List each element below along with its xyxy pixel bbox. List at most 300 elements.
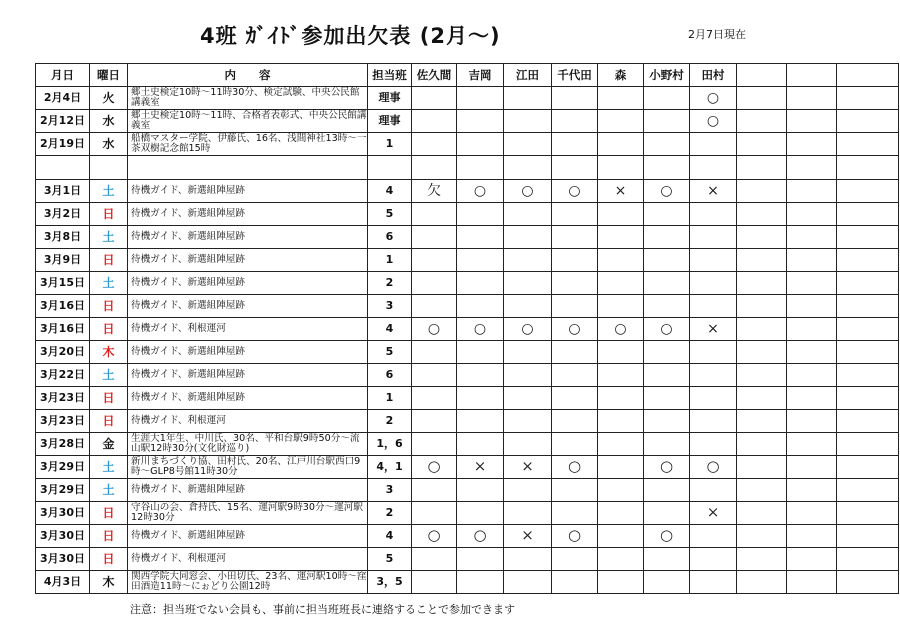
attendance-mark [837, 180, 899, 203]
attendance-mark [457, 433, 504, 456]
attendance-mark [737, 133, 787, 156]
table-row [36, 180, 899, 203]
content-cell: 待機ガイド、新選組陣屋跡 [128, 249, 368, 272]
attendance-mark [457, 571, 504, 594]
attendance-mark [504, 133, 552, 156]
attendance-mark [837, 226, 899, 249]
content-cell: 待機ガイド、新選組陣屋跡 [128, 525, 368, 548]
table-row [36, 249, 899, 272]
column-header: 曜日 [90, 64, 128, 87]
attendance-mark [644, 226, 690, 249]
attendance-mark [598, 341, 644, 364]
attendance-mark [552, 156, 598, 180]
group-cell: 4 [368, 318, 412, 341]
content-cell: 待機ガイド、新選組陣屋跡 [128, 479, 368, 502]
attendance-mark [690, 272, 737, 295]
attendance-mark [504, 571, 552, 594]
weekday-cell: 日 [90, 525, 128, 548]
attendance-mark [787, 203, 837, 226]
table-row [36, 410, 899, 433]
column-header: 田村 [690, 64, 737, 87]
attendance-mark [457, 133, 504, 156]
attendance-mark [504, 110, 552, 133]
attendance-mark [837, 502, 899, 525]
attendance-mark [737, 548, 787, 571]
attendance-mark: × [504, 525, 552, 548]
attendance-mark: ○ [690, 456, 737, 479]
attendance-mark [737, 295, 787, 318]
attendance-mark [412, 295, 457, 318]
attendance-mark [598, 133, 644, 156]
attendance-mark [504, 341, 552, 364]
attendance-mark [837, 364, 899, 387]
attendance-mark: ○ [412, 318, 457, 341]
attendance-mark [737, 387, 787, 410]
weekday-cell: 金 [90, 433, 128, 456]
attendance-mark [737, 364, 787, 387]
attendance-mark [412, 387, 457, 410]
group-cell: 理事 [368, 110, 412, 133]
attendance-mark [787, 525, 837, 548]
attendance-mark: × [504, 456, 552, 479]
attendance-mark [690, 203, 737, 226]
date-cell: 4月3日 [36, 571, 90, 594]
attendance-mark [598, 525, 644, 548]
attendance-mark [787, 156, 837, 180]
attendance-mark [787, 571, 837, 594]
group-cell: 5 [368, 203, 412, 226]
content-cell [128, 156, 368, 180]
attendance-mark: × [690, 318, 737, 341]
date-cell: 3月22日 [36, 364, 90, 387]
date-cell: 3月8日 [36, 226, 90, 249]
group-cell: 3 [368, 295, 412, 318]
content-cell: 待機ガイド、新選組陣屋跡 [128, 226, 368, 249]
attendance-mark [690, 571, 737, 594]
date-cell: 3月9日 [36, 249, 90, 272]
attendance-mark [690, 548, 737, 571]
attendance-mark [837, 456, 899, 479]
attendance-mark [457, 295, 504, 318]
attendance-mark [690, 226, 737, 249]
attendance-mark [552, 364, 598, 387]
attendance-mark: ○ [598, 318, 644, 341]
attendance-mark [787, 133, 837, 156]
attendance-mark [837, 548, 899, 571]
attendance-mark [690, 133, 737, 156]
content-cell: 待機ガイド、新選組陣屋跡 [128, 180, 368, 203]
attendance-mark [504, 364, 552, 387]
attendance-mark [690, 249, 737, 272]
table-row [36, 226, 899, 249]
attendance-mark [787, 249, 837, 272]
table-row [36, 548, 899, 571]
attendance-mark [837, 249, 899, 272]
attendance-mark: ○ [644, 180, 690, 203]
column-header: 森 [598, 64, 644, 87]
attendance-mark: ○ [457, 180, 504, 203]
weekday-cell: 水 [90, 110, 128, 133]
table-row [36, 433, 899, 456]
attendance-mark [644, 410, 690, 433]
as-of-date: 2月7日現在 [688, 28, 746, 41]
attendance-mark [787, 479, 837, 502]
attendance-mark [412, 548, 457, 571]
date-cell: 2月12日 [36, 110, 90, 133]
group-cell: 6 [368, 364, 412, 387]
date-cell: 3月30日 [36, 502, 90, 525]
attendance-mark [412, 272, 457, 295]
column-header: 内 容 [128, 64, 368, 87]
attendance-mark [598, 571, 644, 594]
group-cell: 5 [368, 548, 412, 571]
attendance-mark [552, 410, 598, 433]
group-cell: 3，5 [368, 571, 412, 594]
attendance-mark [457, 387, 504, 410]
attendance-mark [598, 479, 644, 502]
attendance-mark [504, 295, 552, 318]
attendance-mark [837, 525, 899, 548]
attendance-mark [690, 341, 737, 364]
group-cell: 5 [368, 341, 412, 364]
weekday-cell: 日 [90, 410, 128, 433]
group-cell: 3 [368, 479, 412, 502]
attendance-mark [787, 110, 837, 133]
attendance-mark [837, 571, 899, 594]
date-cell: 3月30日 [36, 548, 90, 571]
content-cell: 守谷山の会、倉持氏、15名、運河駅9時30分～運河駅12時30分 [128, 502, 368, 525]
weekday-cell: 土 [90, 226, 128, 249]
attendance-mark [690, 433, 737, 456]
attendance-mark [787, 226, 837, 249]
attendance-mark [598, 433, 644, 456]
attendance-mark [412, 410, 457, 433]
attendance-mark [412, 156, 457, 180]
attendance-mark [837, 87, 899, 110]
attendance-mark [690, 156, 737, 180]
attendance-mark [787, 548, 837, 571]
table-row [36, 272, 899, 295]
group-cell: 2 [368, 272, 412, 295]
attendance-mark [598, 156, 644, 180]
attendance-mark: ○ [412, 525, 457, 548]
column-header-blank [837, 64, 899, 87]
attendance-mark [737, 203, 787, 226]
attendance-mark [552, 387, 598, 410]
table-row [36, 364, 899, 387]
attendance-mark [737, 318, 787, 341]
table-row [36, 456, 899, 479]
attendance-mark [737, 341, 787, 364]
table-row [36, 341, 899, 364]
group-cell: 4，1 [368, 456, 412, 479]
attendance-mark [787, 456, 837, 479]
weekday-cell: 土 [90, 479, 128, 502]
column-header: 担当班 [368, 64, 412, 87]
attendance-mark [457, 410, 504, 433]
attendance-mark [837, 203, 899, 226]
attendance-mark [837, 272, 899, 295]
date-cell: 3月29日 [36, 479, 90, 502]
attendance-mark: ○ [412, 456, 457, 479]
attendance-mark [412, 502, 457, 525]
attendance-mark [457, 364, 504, 387]
attendance-mark [457, 110, 504, 133]
attendance-mark [837, 133, 899, 156]
attendance-mark [504, 249, 552, 272]
weekday-cell: 日 [90, 318, 128, 341]
attendance-mark [412, 226, 457, 249]
attendance-mark [457, 156, 504, 180]
attendance-mark: ○ [552, 456, 598, 479]
attendance-mark [787, 87, 837, 110]
weekday-cell: 日 [90, 203, 128, 226]
attendance-mark [598, 249, 644, 272]
table-row [36, 295, 899, 318]
attendance-mark: ○ [552, 525, 598, 548]
attendance-mark [837, 479, 899, 502]
attendance-mark [644, 110, 690, 133]
attendance-mark [737, 456, 787, 479]
attendance-mark [644, 571, 690, 594]
table-row [36, 318, 899, 341]
attendance-mark [737, 156, 787, 180]
attendance-mark [552, 110, 598, 133]
weekday-cell: 日 [90, 295, 128, 318]
attendance-mark [737, 180, 787, 203]
date-cell: 3月2日 [36, 203, 90, 226]
table-row [36, 110, 899, 133]
column-header-blank [787, 64, 837, 87]
content-cell: 関西学院大同窓会、小田切氏、23名、運河駅10時～窪田酒造11時～にぉどり公園12時 [128, 571, 368, 594]
attendance-mark [552, 571, 598, 594]
group-cell: 1，6 [368, 433, 412, 456]
attendance-mark [412, 433, 457, 456]
attendance-mark [457, 548, 504, 571]
weekday-cell: 日 [90, 502, 128, 525]
content-cell: 待機ガイド、新選組陣屋跡 [128, 387, 368, 410]
date-cell: 3月16日 [36, 318, 90, 341]
attendance-mark: ○ [552, 318, 598, 341]
column-header: 小野村 [644, 64, 690, 87]
attendance-mark [644, 133, 690, 156]
attendance-mark [552, 548, 598, 571]
weekday-cell: 日 [90, 387, 128, 410]
date-cell: 3月23日 [36, 410, 90, 433]
attendance-mark [412, 110, 457, 133]
page-title: 4班 ｶﾞｲﾄﾞ参加出欠表 (2月～) [200, 24, 501, 48]
attendance-mark [598, 272, 644, 295]
attendance-mark [787, 341, 837, 364]
attendance-mark: × [690, 180, 737, 203]
attendance-mark [787, 295, 837, 318]
attendance-mark [598, 410, 644, 433]
attendance-mark [598, 364, 644, 387]
weekday-cell [90, 156, 128, 180]
attendance-mark [552, 272, 598, 295]
attendance-mark: × [457, 456, 504, 479]
attendance-mark [837, 387, 899, 410]
content-cell: 待機ガイド、利根運河 [128, 548, 368, 571]
attendance-mark [598, 387, 644, 410]
attendance-mark [787, 272, 837, 295]
attendance-mark: 欠 [412, 180, 457, 203]
attendance-mark [737, 87, 787, 110]
attendance-mark: ○ [644, 525, 690, 548]
weekday-cell: 土 [90, 180, 128, 203]
attendance-mark [644, 502, 690, 525]
date-cell: 3月23日 [36, 387, 90, 410]
attendance-mark [457, 479, 504, 502]
content-cell: 待機ガイド、新選組陣屋跡 [128, 364, 368, 387]
table-row [36, 571, 899, 594]
attendance-mark [504, 433, 552, 456]
attendance-mark [552, 87, 598, 110]
attendance-mark [644, 433, 690, 456]
attendance-mark [737, 479, 787, 502]
attendance-mark [412, 571, 457, 594]
attendance-mark [412, 341, 457, 364]
attendance-mark: ○ [504, 318, 552, 341]
weekday-cell: 土 [90, 272, 128, 295]
attendance-mark [412, 479, 457, 502]
attendance-mark [412, 87, 457, 110]
group-cell: 4 [368, 180, 412, 203]
attendance-mark [644, 249, 690, 272]
table-row [36, 479, 899, 502]
attendance-mark [598, 87, 644, 110]
attendance-mark [598, 548, 644, 571]
attendance-mark [644, 272, 690, 295]
attendance-mark [690, 410, 737, 433]
attendance-mark [690, 295, 737, 318]
attendance-mark [787, 387, 837, 410]
group-cell: 4 [368, 525, 412, 548]
attendance-mark: ○ [457, 525, 504, 548]
weekday-cell: 木 [90, 341, 128, 364]
content-cell: 郷土史検定10時～11時30分、検定試験、中央公民館講義室 [128, 87, 368, 110]
date-cell [36, 156, 90, 180]
column-header: 吉岡 [457, 64, 504, 87]
weekday-cell: 木 [90, 571, 128, 594]
attendance-mark [552, 341, 598, 364]
date-cell: 3月29日 [36, 456, 90, 479]
attendance-mark [598, 226, 644, 249]
attendance-mark [737, 410, 787, 433]
footer-note: 注意：担当班でない会員も、事前に担当班班長に連絡することで参加できます [130, 603, 515, 616]
attendance-mark [504, 502, 552, 525]
attendance-mark [552, 502, 598, 525]
attendance-mark [552, 433, 598, 456]
attendance-mark [552, 479, 598, 502]
attendance-mark [644, 548, 690, 571]
attendance-mark [837, 318, 899, 341]
attendance-mark [552, 133, 598, 156]
attendance-mark [644, 295, 690, 318]
date-cell: 3月20日 [36, 341, 90, 364]
weekday-cell: 土 [90, 364, 128, 387]
attendance-mark: ○ [644, 456, 690, 479]
attendance-mark [737, 433, 787, 456]
group-cell: 理事 [368, 87, 412, 110]
attendance-mark [787, 410, 837, 433]
content-cell: 船橋マスター学院、伊藤氏、16名、浅間神社13時～一茶双樹記念館15時 [128, 133, 368, 156]
attendance-mark [644, 364, 690, 387]
group-cell: 1 [368, 249, 412, 272]
attendance-mark [837, 410, 899, 433]
attendance-mark [504, 226, 552, 249]
table-row [36, 87, 899, 110]
attendance-mark [457, 87, 504, 110]
column-header: 千代田 [552, 64, 598, 87]
attendance-mark [457, 226, 504, 249]
content-cell: 待機ガイド、利根運河 [128, 318, 368, 341]
content-cell: 待機ガイド、新選組陣屋跡 [128, 203, 368, 226]
attendance-mark [598, 456, 644, 479]
table-row [36, 502, 899, 525]
column-header: 江田 [504, 64, 552, 87]
attendance-mark [412, 364, 457, 387]
weekday-cell: 水 [90, 133, 128, 156]
date-cell: 3月30日 [36, 525, 90, 548]
group-cell: 1 [368, 387, 412, 410]
attendance-mark [737, 110, 787, 133]
attendance-mark [787, 364, 837, 387]
attendance-mark [457, 249, 504, 272]
attendance-mark: ○ [504, 180, 552, 203]
weekday-cell: 土 [90, 456, 128, 479]
attendance-mark [737, 571, 787, 594]
group-cell: 2 [368, 502, 412, 525]
attendance-mark [598, 502, 644, 525]
weekday-cell: 日 [90, 249, 128, 272]
attendance-mark [837, 156, 899, 180]
date-cell: 2月4日 [36, 87, 90, 110]
attendance-mark [690, 525, 737, 548]
attendance-mark [787, 433, 837, 456]
attendance-mark [457, 502, 504, 525]
content-cell: 待機ガイド、新選組陣屋跡 [128, 272, 368, 295]
attendance-mark [837, 110, 899, 133]
attendance-mark: × [598, 180, 644, 203]
attendance-mark [644, 156, 690, 180]
column-header: 月日 [36, 64, 90, 87]
content-cell: 待機ガイド、新選組陣屋跡 [128, 295, 368, 318]
attendance-mark [504, 156, 552, 180]
attendance-mark [504, 87, 552, 110]
content-cell: 生涯大1年生、中川氏、30名、平和台駅9時50分～流山駅12時30分(文化財巡り) [128, 433, 368, 456]
attendance-mark [737, 249, 787, 272]
attendance-mark [690, 387, 737, 410]
table-row [36, 525, 899, 548]
attendance-mark [457, 272, 504, 295]
attendance-mark: ○ [644, 318, 690, 341]
attendance-mark [690, 364, 737, 387]
weekday-cell: 日 [90, 548, 128, 571]
attendance-mark [412, 133, 457, 156]
group-cell: 2 [368, 410, 412, 433]
attendance-mark [690, 479, 737, 502]
attendance-mark [504, 203, 552, 226]
table-row [36, 203, 899, 226]
attendance-mark [644, 341, 690, 364]
attendance-mark [737, 272, 787, 295]
attendance-mark [787, 502, 837, 525]
attendance-mark [457, 203, 504, 226]
attendance-mark [787, 318, 837, 341]
attendance-mark [787, 180, 837, 203]
table-row [36, 156, 899, 180]
